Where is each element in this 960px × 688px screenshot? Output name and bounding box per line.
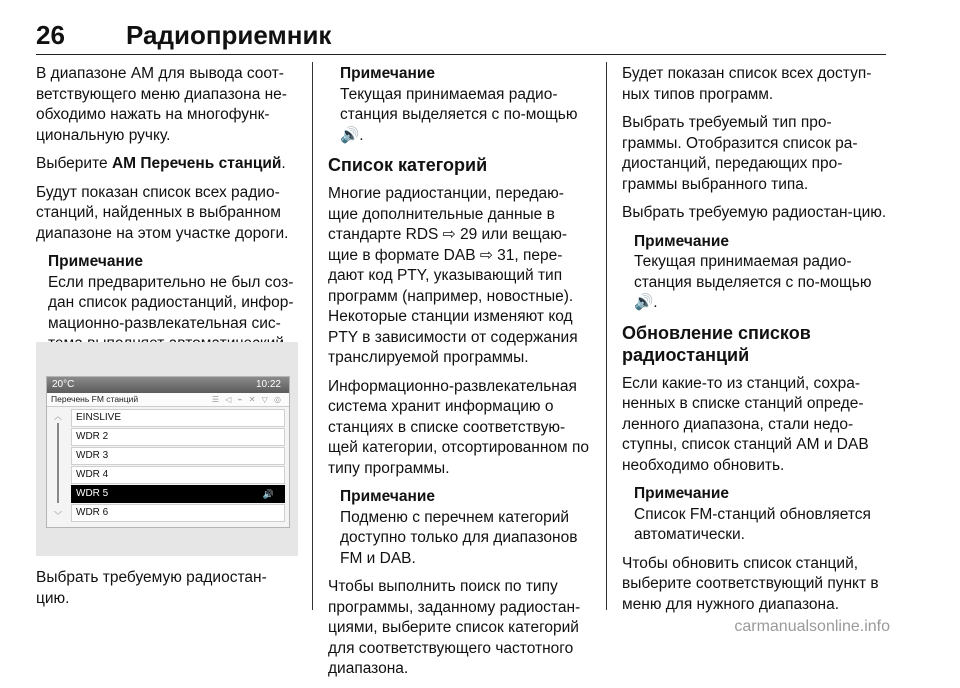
column-divider xyxy=(606,62,607,610)
station-name: WDR 4 xyxy=(76,469,109,480)
station-item[interactable] xyxy=(71,447,285,465)
paragraph: Выбрать требуемую радиостан-цию. xyxy=(36,569,267,607)
note-title: Примечание xyxy=(634,232,729,250)
note xyxy=(340,487,592,569)
section-heading: Обновление списков радиостанций xyxy=(622,322,811,365)
note-text: Текущая принимаемая радио-станция выделяется с по-мощью 🔊. xyxy=(340,85,578,144)
note xyxy=(634,232,890,314)
radio-screen-figure xyxy=(36,342,298,556)
paragraph: Информационно-развлекательная система хранит информацию о станциях в списке соответствую-щей категории, отсортированном по типу программы. xyxy=(328,377,590,477)
page-header xyxy=(36,18,886,55)
note-text: Подменю с перечнем категорий доступно только для диапазонов FM и DAB. xyxy=(340,508,578,567)
paragraph-select xyxy=(36,154,294,175)
note-text: Если предварительно не был соз-дан список радиостанций, инфор-мационно-развлекательная сис- xyxy=(48,273,294,332)
station-item[interactable] xyxy=(71,409,285,427)
note-title: Примечание xyxy=(48,253,143,270)
column-3 xyxy=(622,64,890,623)
text: Выберите xyxy=(36,155,112,172)
note-text: Текущая принимаемая радио-станция выделяется с по-мощью 🔊. xyxy=(634,253,872,311)
station-item[interactable] xyxy=(71,466,285,484)
paragraph: Выбрать требуемый тип про-граммы. Отобразится список ра-диостанций, передающих про-граммы выбранного типа. xyxy=(622,114,858,193)
station-name: EINSLIVE xyxy=(76,412,122,423)
scrollbar[interactable] xyxy=(53,411,63,521)
note-text: Список FM-станций обновляется автоматически. xyxy=(634,505,871,543)
station-item-selected[interactable] xyxy=(71,485,285,503)
clock: 10:22 xyxy=(255,379,281,390)
temperature: 20°C xyxy=(52,379,75,390)
paragraph: В диапазоне AM для вывода соот-ветствующего меню диапазона не-обходимо нажать на многофунк-циональную ручку. xyxy=(36,65,287,144)
text: . xyxy=(281,155,286,172)
page-number: 26 xyxy=(36,20,65,50)
station-name: WDR 6 xyxy=(76,507,109,518)
watermark: carmanualsonline.info xyxy=(734,618,890,635)
column-divider xyxy=(312,62,313,610)
column-2 xyxy=(328,64,592,688)
section-heading: Список категорий xyxy=(328,155,488,175)
paragraph: Чтобы выполнить поиск по типу программы, заданному радиостан-циями, выберите список категорий для соответствующего частотного диапазона. xyxy=(328,578,581,677)
paragraph: Чтобы обновить список станций, выберите соответствующий пункт в меню для нужного диапазона. xyxy=(622,554,879,613)
list-title: Перечень FM станций xyxy=(51,394,139,404)
note xyxy=(634,484,890,546)
station-name: WDR 2 xyxy=(76,431,109,442)
status-bar xyxy=(47,377,289,393)
chevron-up-icon[interactable]: ︿ xyxy=(54,412,62,421)
list-header xyxy=(47,393,289,407)
paragraph: Многие радиостанции, передаю-щие дополнительные данные в стандарте RDS ⇨ 29 или вещаю-щие в формате DAB ⇨ 31, пере-дают код PTY, указывающий тип программ (например, новостные). Некоторые станции изменяют код PTY в зависимости от содержания транслируемой программы. xyxy=(328,185,578,366)
column-1-bottom xyxy=(36,568,294,617)
paragraph: Выбрать требуемую радиостан-цию. xyxy=(622,204,887,221)
station-list xyxy=(71,409,285,523)
column-1 xyxy=(36,64,294,383)
paragraph: Будет показан список всех доступ-ных типов программ. xyxy=(622,65,872,103)
station-item[interactable] xyxy=(71,504,285,522)
menu-item-name: AM Перечень станций xyxy=(111,155,282,172)
paragraph: Будут показан список всех радио-станций, найденных в выбранном диапазоне на этом участке дороги. xyxy=(36,183,289,242)
chevron-down-icon[interactable]: ﹀ xyxy=(54,511,62,520)
note-title: Примечание xyxy=(340,488,435,505)
note xyxy=(340,64,592,146)
note-title: Примечание xyxy=(634,485,729,502)
station-name: WDR 5 xyxy=(76,488,109,499)
note-title: Примечание xyxy=(340,65,435,82)
chapter-title: Радиоприемник xyxy=(126,20,332,50)
station-name: WDR 3 xyxy=(76,450,109,461)
speaker-icon: 🔊 xyxy=(262,489,274,499)
paragraph: Если какие-то из станций, сохра-ненных в списке станций опреде-ленного диапазона, стали недо-ступны, список станций AM и DAB необходимо обновить. xyxy=(622,374,869,474)
scroll-track[interactable] xyxy=(57,423,59,503)
status-icons: ☰ ◁ ⌁ ✕ ▽ ◎ xyxy=(211,395,283,404)
station-item[interactable] xyxy=(71,428,285,446)
infotainment-screen xyxy=(46,376,290,528)
